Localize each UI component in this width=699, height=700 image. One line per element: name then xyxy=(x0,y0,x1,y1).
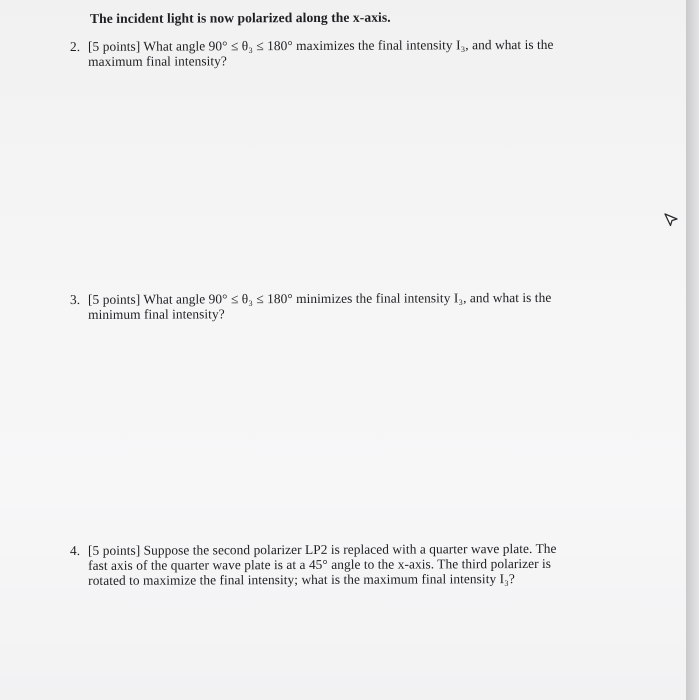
page-edge-shadow xyxy=(686,0,699,700)
question-number: 2. xyxy=(70,38,81,54)
question-line: [5 points] What angle 90° ≤ θ₃ ≤ 180° maximizes the final intensity I₃, and what is the xyxy=(87,36,554,54)
mouse-pointer-icon xyxy=(663,211,679,229)
question-text xyxy=(88,541,630,588)
question-line: maximum final intensity? xyxy=(88,53,227,69)
question-4 xyxy=(70,541,630,588)
question-number: 3. xyxy=(70,291,81,307)
question-line: fast axis of the quarter wave plate is at a 45° angle to the x-axis. The third polarizer is xyxy=(88,555,552,573)
question-text xyxy=(88,37,630,69)
question-2 xyxy=(70,37,630,69)
question-line: rotated to maximize the final intensity; what is the maximum final intensity I₃? xyxy=(88,571,515,588)
question-line: minimum final intensity? xyxy=(88,306,225,322)
question-line: [5 points] Suppose the second polarizer LP2 is replaced with a quarter wave plate. The xyxy=(87,540,557,558)
question-text xyxy=(88,290,630,322)
question-number: 4. xyxy=(70,542,81,558)
section-heading: The incident light is now polarized along the x-axis. xyxy=(90,9,391,26)
question-line: [5 points] What angle 90° ≤ θ₃ ≤ 180° minimizes the final intensity I₃, and what is the xyxy=(87,289,552,307)
question-3 xyxy=(70,290,630,322)
